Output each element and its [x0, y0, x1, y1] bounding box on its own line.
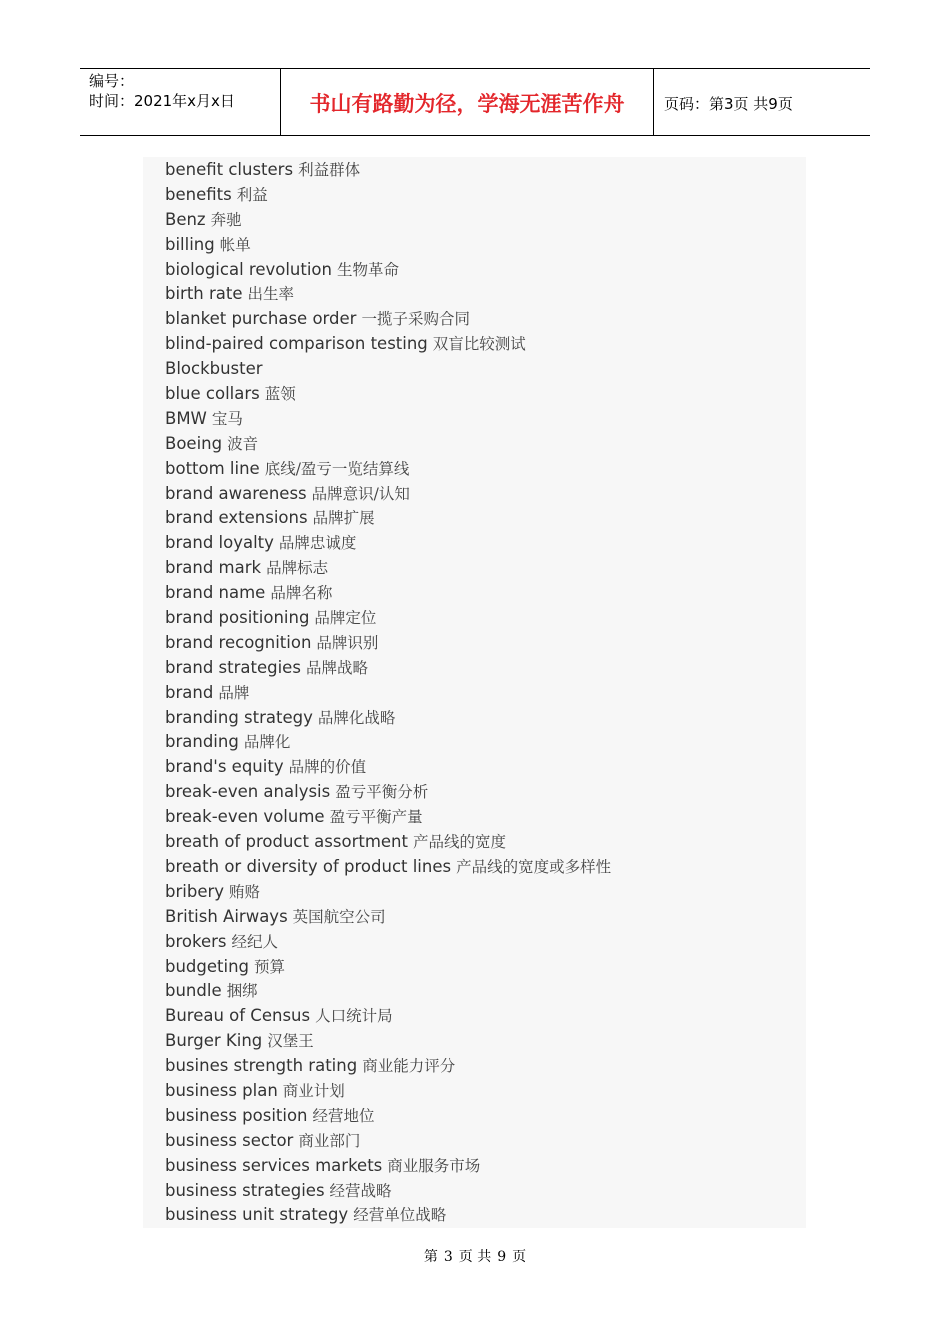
- glossary-term: [165, 706, 806, 731]
- term-english: break-even volume: [165, 807, 325, 827]
- term-chinese: 品牌战略: [305, 658, 368, 677]
- term-english: billing: [165, 234, 215, 254]
- term-english: British Airways: [165, 906, 288, 926]
- glossary-term: [165, 681, 806, 706]
- term-english: branding: [165, 732, 239, 752]
- term-chinese: 经营战略: [329, 1181, 392, 1200]
- glossary-term: [165, 158, 806, 183]
- term-english: business plan: [165, 1080, 278, 1100]
- term-chinese: 商业计划: [282, 1081, 345, 1100]
- term-chinese: 底线/盈亏一览结算线: [264, 459, 410, 478]
- term-chinese: 盈亏平衡分析: [335, 783, 429, 802]
- glossary-term: [165, 1104, 806, 1129]
- term-chinese: 帐单: [219, 235, 251, 254]
- glossary-term: [165, 1054, 806, 1079]
- term-chinese: 品牌扩展: [312, 509, 375, 528]
- glossary-term: [165, 581, 806, 606]
- glossary-term: [165, 282, 806, 307]
- term-english: breath or diversity of product lines: [165, 856, 452, 876]
- term-chinese: 品牌定位: [314, 609, 377, 628]
- term-english: brand's equity: [165, 757, 284, 777]
- term-english: brand loyalty: [165, 533, 274, 553]
- term-english: birth rate: [165, 284, 243, 304]
- glossary-term: [165, 457, 806, 482]
- header-page-label: 页码：第3页 共9页: [664, 94, 793, 113]
- glossary-term: [165, 1129, 806, 1154]
- term-english: Burger King: [165, 1031, 263, 1051]
- term-english: Boeing: [165, 433, 223, 453]
- glossary-term: [165, 1179, 806, 1204]
- term-chinese: 商业服务市场: [387, 1156, 481, 1175]
- term-english: branding strategy: [165, 707, 313, 727]
- term-chinese: 品牌: [218, 683, 250, 702]
- header-motto: 书山有路勤为径，学海无涯苦作舟: [281, 69, 654, 135]
- glossary-term: [165, 432, 806, 457]
- term-english: brand name: [165, 583, 266, 603]
- term-chinese: 经纪人: [231, 932, 279, 951]
- term-chinese: 利益: [236, 185, 268, 204]
- footer-middle: 页 共: [458, 1249, 492, 1265]
- glossary-term: [165, 1203, 806, 1228]
- term-english: benefits: [165, 184, 232, 204]
- glossary-term: [165, 382, 806, 407]
- term-chinese: 蓝领: [264, 385, 296, 404]
- glossary-term: [165, 730, 806, 755]
- page-header: [80, 68, 870, 136]
- term-english: brand mark: [165, 558, 262, 578]
- glossary-term: [165, 1154, 806, 1179]
- term-chinese: 英国航空公司: [292, 907, 386, 926]
- glossary-term: [165, 556, 806, 581]
- term-chinese: 波音: [227, 434, 259, 453]
- term-chinese: 宝马: [211, 409, 243, 428]
- term-english: brand awareness: [165, 483, 307, 503]
- footer-prefix: 第: [423, 1249, 438, 1265]
- term-english: brand: [165, 682, 214, 702]
- term-chinese: 品牌意识/认知: [311, 484, 410, 503]
- term-english: blanket purchase order: [165, 309, 357, 329]
- term-english: biological revolution: [165, 259, 332, 279]
- term-chinese: 品牌化: [243, 733, 291, 752]
- glossary-term: [165, 905, 806, 930]
- footer-suffix: 页: [512, 1249, 527, 1265]
- glossary-term: [165, 955, 806, 980]
- glossary-term: [165, 880, 806, 905]
- term-chinese: 经营地位: [312, 1106, 375, 1125]
- term-english: business sector: [165, 1130, 294, 1150]
- term-chinese: 汉堡王: [267, 1032, 314, 1051]
- term-chinese: 出生率: [247, 285, 295, 304]
- glossary-term: [165, 979, 806, 1004]
- term-chinese: 生物革命: [336, 260, 399, 279]
- term-english: business services markets: [165, 1155, 383, 1175]
- glossary-term: [165, 208, 806, 233]
- glossary-term: [165, 805, 806, 830]
- term-chinese: 品牌的价值: [288, 758, 367, 777]
- term-english: benefit clusters: [165, 160, 294, 179]
- term-chinese: 奔驰: [210, 210, 242, 229]
- term-english: business unit strategy: [165, 1205, 349, 1225]
- glossary-term: [165, 780, 806, 805]
- term-chinese: 双盲比较测试: [432, 335, 526, 354]
- glossary-term: [165, 357, 806, 382]
- glossary-term: [165, 606, 806, 631]
- term-chinese: 品牌标志: [266, 559, 329, 578]
- term-english: Bureau of Census: [165, 1006, 311, 1026]
- footer-current-page: 3: [443, 1249, 453, 1265]
- term-chinese: 品牌忠诚度: [278, 534, 357, 553]
- term-chinese: 一揽子采购合同: [361, 310, 470, 329]
- term-english: brand strategies: [165, 657, 301, 677]
- term-chinese: 产品线的宽度或多样性: [456, 857, 612, 876]
- term-chinese: 预算: [254, 957, 286, 976]
- glossary-term: [165, 407, 806, 432]
- term-english: budgeting: [165, 956, 250, 976]
- glossary-term: [165, 1004, 806, 1029]
- footer-total-pages: 9: [497, 1249, 507, 1265]
- term-english: blind-paired comparison testing: [165, 334, 428, 354]
- glossary-term: [165, 233, 806, 258]
- term-chinese: 人口统计局: [315, 1007, 393, 1026]
- term-chinese: 贿赂: [229, 882, 261, 901]
- term-chinese: 品牌名称: [270, 584, 333, 603]
- term-english: business strategies: [165, 1180, 325, 1200]
- term-english: busines strength rating: [165, 1056, 358, 1076]
- term-english: BMW: [165, 408, 207, 428]
- term-english: bundle: [165, 981, 222, 1001]
- glossary-term: [165, 631, 806, 656]
- term-english: bottom line: [165, 458, 260, 478]
- glossary-term: [165, 183, 806, 208]
- term-chinese: 商业部门: [298, 1131, 361, 1150]
- glossary-term: [165, 1029, 806, 1054]
- term-english: breath of product assortment: [165, 832, 408, 852]
- term-chinese: 产品线的宽度: [413, 833, 507, 852]
- term-chinese: 捆绑: [226, 982, 258, 1001]
- term-chinese: 利益群体: [298, 161, 361, 179]
- term-english: Benz: [165, 209, 206, 229]
- term-english: blue collars: [165, 384, 260, 404]
- term-english: bribery: [165, 881, 225, 901]
- glossary-term: [165, 755, 806, 780]
- term-english: brand recognition: [165, 632, 312, 652]
- term-english: brokers: [165, 931, 227, 951]
- glossary-term: [165, 506, 806, 531]
- glossary-term: [165, 332, 806, 357]
- glossary-term: [165, 531, 806, 556]
- glossary-term: [165, 930, 806, 955]
- term-chinese: 盈亏平衡产量: [329, 808, 423, 827]
- glossary-term: [165, 1079, 806, 1104]
- page-footer: [0, 1246, 950, 1266]
- term-english: Blockbuster: [165, 359, 263, 379]
- glossary-term: [165, 855, 806, 880]
- glossary-list: [143, 157, 806, 1228]
- term-chinese: 商业能力评分: [362, 1057, 456, 1076]
- term-chinese: 品牌识别: [316, 633, 379, 652]
- glossary-term: [165, 307, 806, 332]
- glossary-term: [165, 258, 806, 283]
- glossary-term: [165, 656, 806, 681]
- term-english: business position: [165, 1105, 308, 1125]
- header-meta: [80, 69, 281, 135]
- number-label: 编号：: [89, 72, 135, 90]
- term-english: brand extensions: [165, 508, 308, 528]
- glossary-term: [165, 830, 806, 855]
- term-english: brand positioning: [165, 608, 310, 628]
- term-chinese: 品牌化战略: [317, 708, 396, 727]
- glossary-term: [165, 482, 806, 507]
- term-chinese: 经营单位战略: [353, 1206, 447, 1225]
- term-english: break-even analysis: [165, 782, 331, 802]
- date-label: 时间：2021年x月x日: [89, 92, 235, 110]
